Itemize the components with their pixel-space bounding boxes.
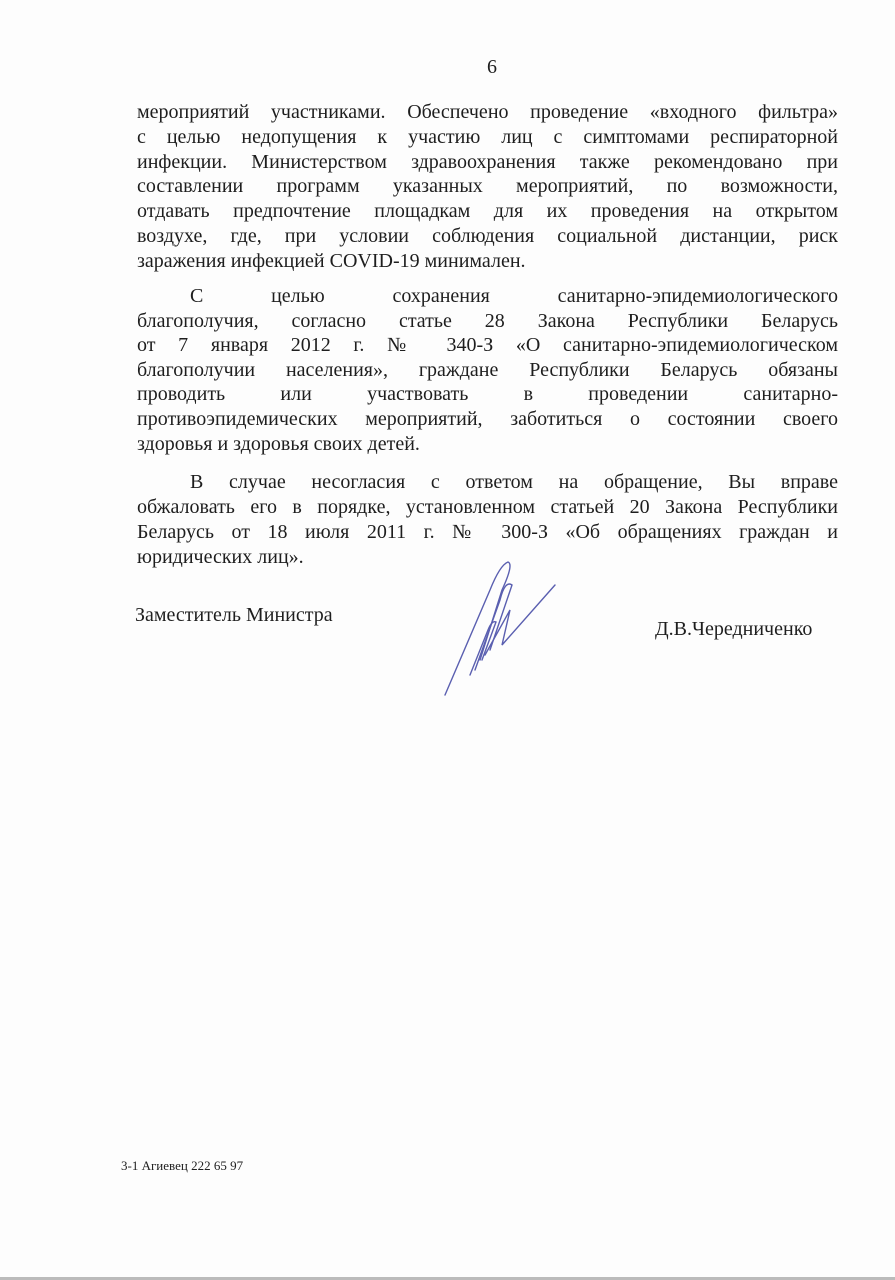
text-line: заражения инфекцией COVID-19 минимален. [137,250,526,272]
text-line: проводить или участвовать в проведении санитарно- [137,383,838,405]
text-line: составлении программ указанных мероприятий, по возможности, [137,175,838,197]
text-line: В случае несогласия с ответом на обращение, Вы вправе [190,471,838,493]
text-line: благополучии населения», граждане Республики Беларусь обязаны [137,359,838,381]
text-line: здоровья и здоровья своих детей. [137,433,420,455]
text-line: с целью недопущения к участию лиц с симптомами респираторной [137,126,838,148]
footer-contact: 3-1 Агиевец 222 65 97 [121,1158,244,1173]
signatory-role: Заместитель Министра [135,604,333,626]
handwritten-signature [430,550,570,700]
text-line: Беларусь от 18 июля 2011 г. № 300-З «Об обращениях граждан и [137,521,838,543]
signatory-name: Д.В.Чередниченко [655,618,813,640]
text-line: отдавать предпочтение площадкам для их проведения на открытом [137,200,838,222]
text-line: воздухе, где, при условии соблюдения социальной дистанции, риск [137,225,838,247]
text-line: мероприятий участниками. Обеспечено проведение «входного фильтра» [137,101,838,123]
text-line: благополучия, согласно статье 28 Закона Республики Беларусь [137,310,838,332]
text-line: С целью сохранения санитарно-эпидемиологического [190,285,838,307]
text-line: противоэпидемических мероприятий, заботиться о состоянии своего [137,408,838,430]
text-line: инфекции. Министерством здравоохранения также рекомендовано при [137,151,838,173]
text-line: обжаловать его в порядке, установленном статьей 20 Закона Республики [137,496,838,518]
text-line: юридических лиц». [137,546,304,568]
page-number: 6 [487,56,497,78]
text-line: от 7 января 2012 г. № 340-З «О санитарно-эпидемиологическом [137,334,838,356]
